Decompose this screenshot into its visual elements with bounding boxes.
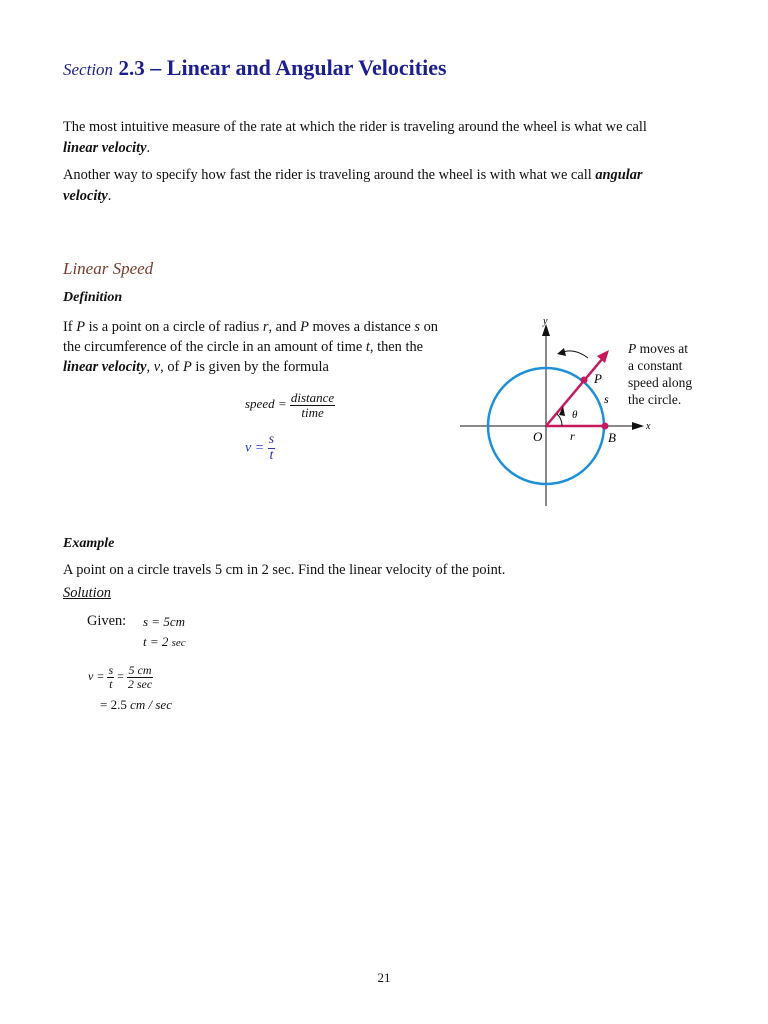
formula-velocity-lhs: v = — [245, 440, 265, 456]
velocity-result — [100, 697, 172, 713]
term-linear-velocity: linear velocity — [63, 140, 147, 156]
page-title — [63, 55, 447, 81]
title-dash: – — [150, 55, 162, 80]
title-text: Linear and Angular Velocities — [166, 55, 447, 80]
given-t-unit: sec — [171, 637, 186, 649]
def-text: If — [63, 319, 73, 335]
caption-var-p: P — [628, 341, 637, 356]
term-angular: angular — [595, 167, 643, 183]
def-text: on — [423, 319, 438, 335]
term-velocity: velocity — [63, 188, 108, 204]
figure-caption — [628, 340, 692, 408]
motion-arc — [563, 351, 588, 358]
def-text: the circumference of the circle in an amount of time — [63, 339, 363, 355]
given-t — [143, 634, 186, 650]
def-text: is given by the formula — [195, 359, 329, 375]
result-value: = 2.5 — [100, 697, 127, 712]
solution-label: Solution — [63, 585, 111, 601]
y-axis-label: y — [543, 316, 548, 327]
def-text: , — [146, 359, 151, 375]
given-t-value: t = 2 — [143, 634, 169, 649]
calc-fraction-1-num: s — [108, 663, 114, 677]
formula-velocity-denominator: t — [269, 447, 274, 463]
intro-paragraph-1 — [63, 117, 703, 159]
example-problem: A point on a circle travels 5 cm in 2 sec. Find the linear velocity of the point. — [63, 562, 506, 578]
caption-line-2: a constant — [628, 358, 683, 373]
def-var-P: P — [76, 319, 85, 335]
formula-speed-denominator: time — [301, 404, 324, 420]
formula-speed — [245, 391, 335, 419]
x-axis-arrowhead — [632, 422, 644, 430]
def-var-P: P — [182, 359, 192, 375]
caption-line-1: moves at — [639, 341, 688, 356]
formula-velocity-numerator: s — [268, 432, 275, 447]
formula-speed-fraction — [290, 391, 335, 419]
formula-velocity-fraction — [268, 433, 275, 463]
definition-text — [63, 317, 483, 377]
calc-fraction-2 — [127, 664, 153, 690]
def-var-r: r — [262, 319, 269, 335]
point-b — [602, 423, 609, 430]
circle-diagram — [460, 310, 750, 510]
given-label: Given: — [87, 613, 127, 629]
def-text: moves a distance — [312, 319, 411, 335]
calc-fraction-1-den: t — [109, 676, 113, 691]
linear-speed-heading: Linear Speed — [63, 259, 154, 278]
def-term-linear-velocity: linear velocity — [63, 359, 147, 375]
intro-p1-text: The most intuitive measure of the rate at which the rider is traveling around the wheel is what we call — [63, 119, 647, 135]
intro-p2-text: Another way to specify how fast the rider is traveling around the wheel is with what we call — [63, 167, 592, 183]
caption-line-4: the circle. — [628, 392, 682, 407]
definition-label: Definition — [63, 290, 123, 305]
caption-line-3: speed along — [628, 375, 693, 390]
formula-speed-lhs: speed = — [245, 396, 287, 412]
point-p — [581, 377, 588, 384]
x-axis-label: x — [646, 421, 651, 432]
label-o: O — [533, 429, 543, 444]
def-var-t: t — [365, 339, 370, 355]
def-text: , then the — [369, 339, 424, 355]
def-var-s: s — [414, 319, 420, 335]
velocity-calculation — [88, 664, 153, 690]
def-text: is a point on a circle of radius — [88, 319, 260, 335]
calc-fraction-2-num: 5 cm — [128, 663, 152, 677]
intro-p2-end: . — [107, 188, 112, 204]
calc-equals: = — [117, 668, 124, 683]
given-s — [143, 614, 185, 630]
label-r: r — [570, 429, 575, 443]
title-section-word: Section — [63, 60, 114, 79]
calc-lhs: v = — [88, 668, 105, 683]
label-theta: θ — [572, 409, 578, 421]
title-section-number: 2.3 — [118, 56, 145, 80]
page-number: 21 — [377, 970, 391, 985]
def-text: , of — [160, 359, 180, 375]
label-p: P — [594, 371, 602, 386]
formula-speed-numerator: distance — [290, 390, 335, 405]
calc-fraction-2-den: 2 sec — [127, 676, 153, 691]
theta-arc — [557, 414, 562, 426]
calc-fraction-1 — [107, 664, 114, 690]
def-text: , and — [268, 319, 297, 335]
example-label: Example — [63, 536, 115, 551]
result-unit: cm / sec — [130, 697, 172, 712]
def-var-P: P — [300, 319, 309, 335]
given-s-unit: cm — [169, 614, 186, 629]
intro-paragraph-2 — [63, 165, 703, 207]
intro-p1-end: . — [146, 140, 151, 156]
motion-arrowhead — [557, 348, 566, 356]
def-var-v: v — [153, 359, 161, 375]
given-s-value: s = 5 — [143, 614, 170, 629]
radius-op-arrowhead — [597, 350, 609, 363]
label-s: s — [604, 392, 609, 406]
label-b: B — [608, 430, 616, 445]
formula-velocity — [245, 433, 275, 463]
